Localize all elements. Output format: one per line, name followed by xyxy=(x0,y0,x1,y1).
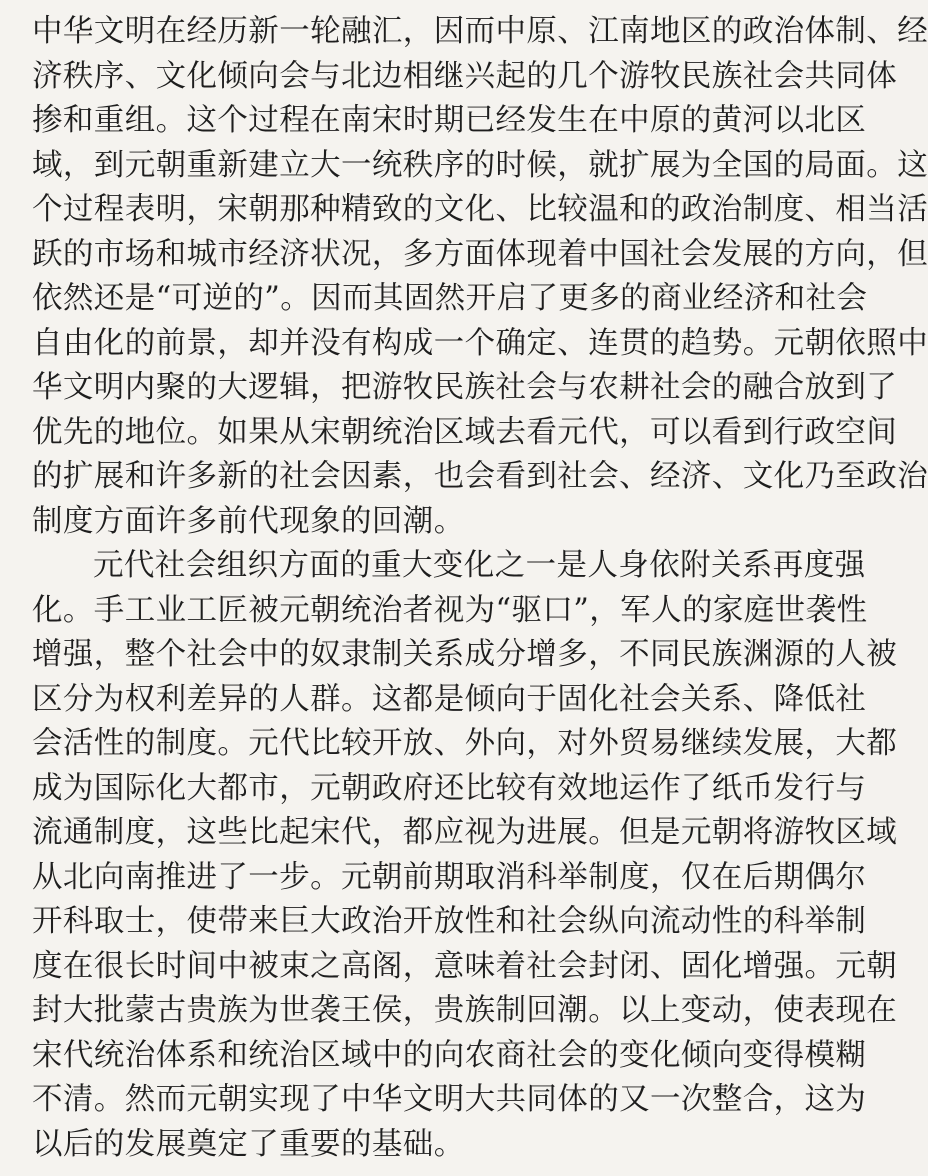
text-line: 依然还是“可逆的”。因而其固然开启了更多的商业经济和社会 xyxy=(32,281,868,316)
text-line: 流通制度，这些比起宋代，都应视为进展。但是元朝将游牧区域 xyxy=(32,815,898,850)
text-line: 度在很长时间中被束之高阁，意味着社会封闭、固化增强。元朝 xyxy=(32,948,898,984)
text-line: 会活性的制度。元代比较开放、外向，对外贸易继续发展，大都 xyxy=(32,726,898,761)
text-line: 华文明内聚的大逻辑，把游牧民族社会与农耕社会的融合放到了 xyxy=(32,370,898,405)
text-line: 的扩展和许多新的社会因素，也会看到社会、经济、文化乃至政治 xyxy=(32,459,928,494)
text-line: 不清。然而元朝实现了中华文明大共同体的又一次整合，这为 xyxy=(32,1082,867,1117)
body-text xyxy=(32,10,928,1167)
text-line: 掺和重组。这个过程在南宋时期已经发生在中原的黄河以北区 xyxy=(32,103,867,138)
text-line: 化。手工业工匠被元朝统治者视为“驱口”，军人的家庭世袭性 xyxy=(32,592,868,628)
text-line: 成为国际化大都市，元朝政府还比较有效地运作了纸币发行与 xyxy=(32,770,867,806)
text-line: 自由化的前景，却并没有构成一个确定、连贯的趋势。元朝依照中 xyxy=(32,325,928,361)
text-line: 区分为权利差异的人群。这都是倾向于固化社会关系、降低社 xyxy=(32,681,867,717)
text-line: 跃的市场和城市经济状况，多方面体现着中国社会发展的方向，但 xyxy=(32,236,928,272)
text-line: 优先的地位。如果从宋朝统治区域去看元代，可以看到行政空间 xyxy=(32,414,898,450)
text-line: 增强，整个社会中的奴隶制关系成分增多，不同民族渊源的人被 xyxy=(32,637,898,672)
text-line: 从北向南推进了一步。元朝前期取消科举制度，仅在后期偶尔 xyxy=(32,859,867,895)
text-line: 制度方面许多前代现象的回潮。 xyxy=(32,503,465,539)
paragraph-2 xyxy=(32,544,898,1167)
text-line: 元代社会组织方面的重大变化之一是人身依附关系再度强 xyxy=(93,548,866,583)
text-line: 域，到元朝重新建立大一统秩序的时候，就扩展为全国的局面。这 xyxy=(32,147,928,183)
paragraph-1 xyxy=(32,10,928,544)
text-line: 济秩序、文化倾向会与北边相继兴起的几个游牧民族社会共同体 xyxy=(32,58,898,94)
text-line: 个过程表明，宋朝那种精致的文化、比较温和的政治制度、相当活 xyxy=(32,192,928,227)
text-line: 以后的发展奠定了重要的基础。 xyxy=(32,1126,465,1162)
text-line: 开科取士，使带来巨大政治开放性和社会纵向流动性的科举制 xyxy=(32,904,867,939)
text-line: 封大批蒙古贵族为世袭王侯，贵族制回潮。以上变动，使表现在 xyxy=(32,993,898,1028)
text-line: 宋代统治体系和统治区域中的向农商社会的变化倾向变得模糊 xyxy=(32,1037,867,1073)
text-line: 中华文明在经历新一轮融汇，因而中原、江南地区的政治体制、经 xyxy=(32,14,928,49)
